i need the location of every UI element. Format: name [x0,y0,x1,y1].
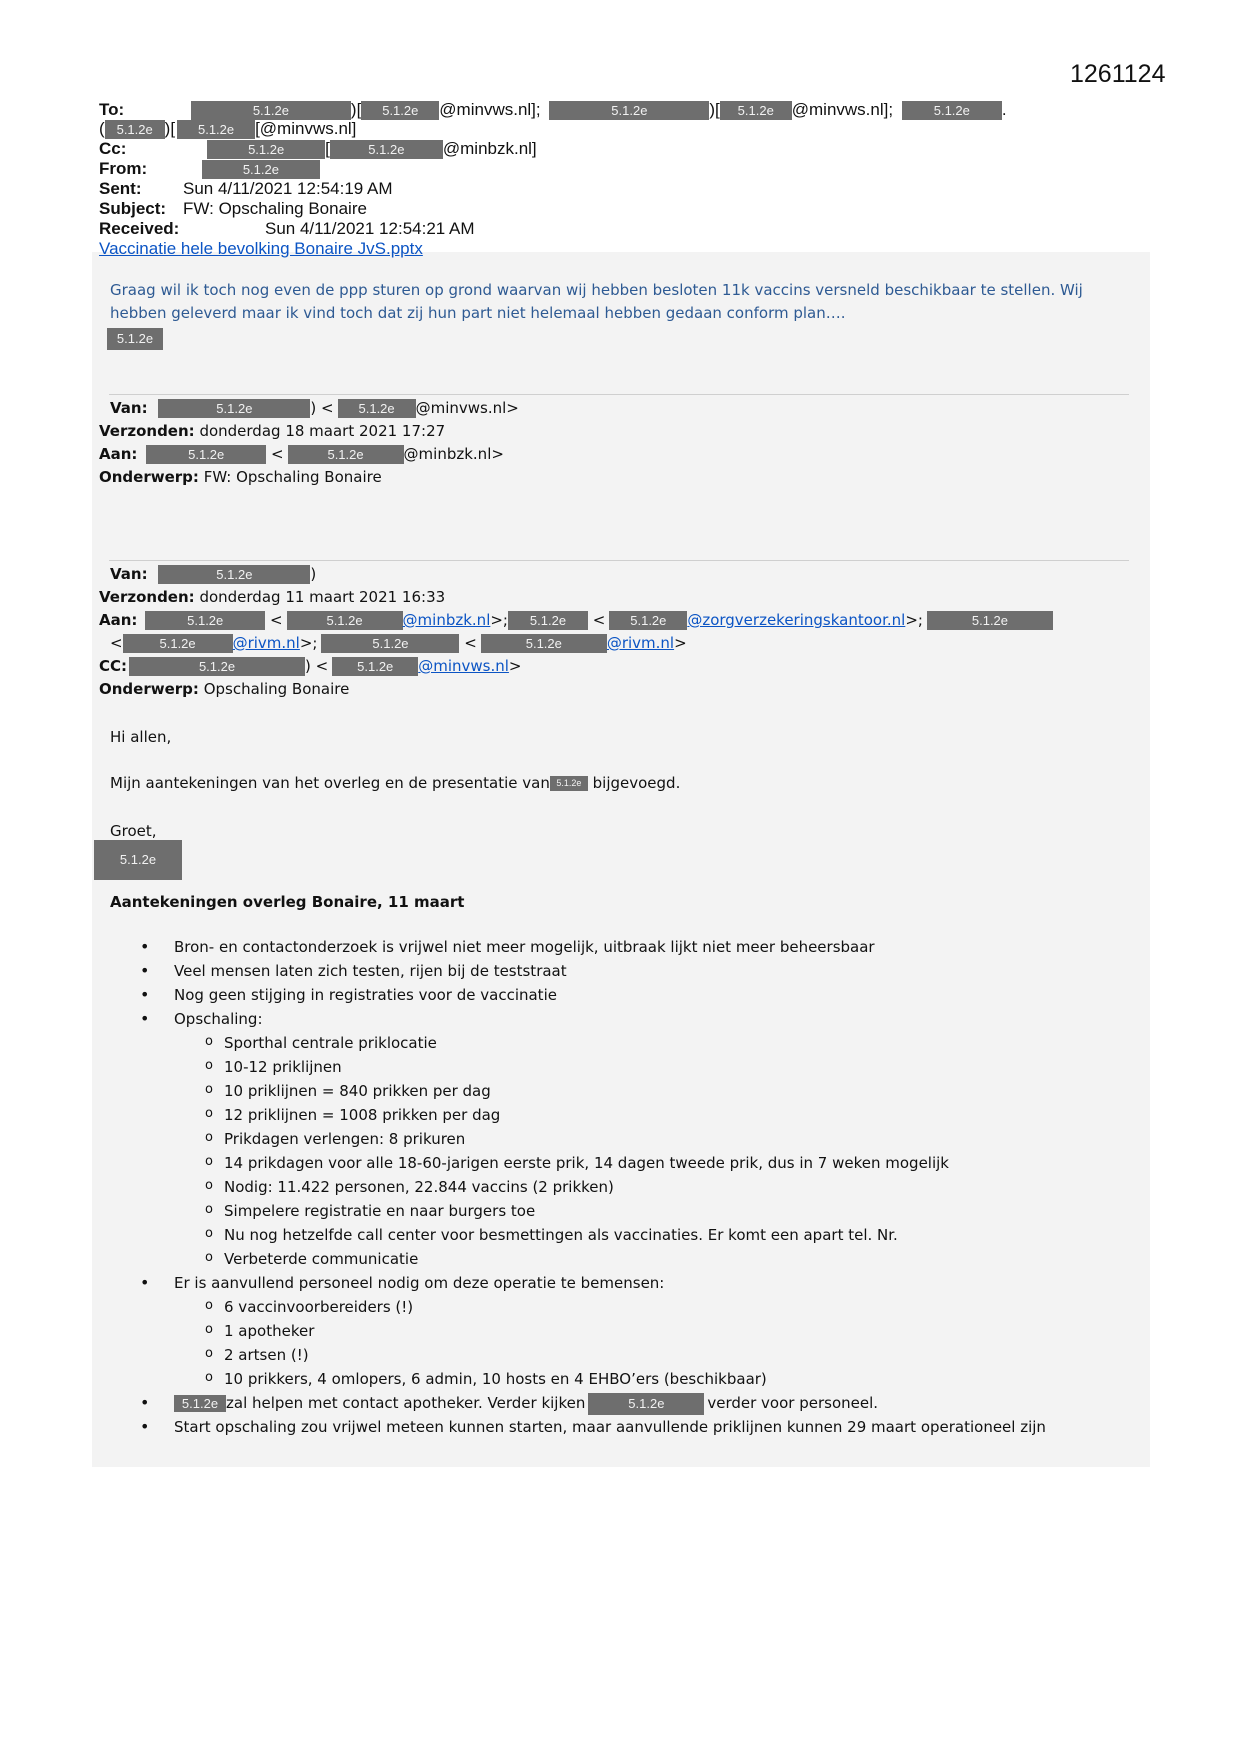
redaction: 5.1.2e [177,120,255,139]
van-domain: @minvws.nl> [415,399,519,417]
to-domain-end: @minvws.nl] [259,119,357,138]
redaction: 5.1.2e [902,101,1002,120]
redaction: 5.1.2e [550,776,588,791]
cc-label: Cc: [99,139,127,158]
sent-label: Sent: [99,179,142,198]
attachment-link[interactable]: Vaccinatie hele bevolking Bonaire JvS.pptx [99,239,423,258]
fw2-aan-line: Aan: 5.1.2e < 5.1.2e @minbzk.nl>; 5.1.2e < 5.1.2e @zorgverzekeringskantoor.nl>; 5.1.2e [99,610,1053,630]
fw1-van-line: Van: 5.1.2e ) < 5.1.2e @minvws.nl> [110,399,519,417]
fw2-onderwerp-line [99,679,349,699]
sub-list-item: o 6 vaccinvoorbereiders (!) [174,1295,1046,1319]
subject-label: Subject: [99,199,167,218]
email-link[interactable]: @rivm.nl [232,634,300,652]
redaction: 5.1.2e [287,611,403,630]
sub-list-item: o 14 prikdagen voor alle 18-60-jarigen eerste prik, 14 dagen tweede prik, dus in 7 weken mogelijk [174,1151,1046,1175]
received-label: Received: [99,219,180,238]
closing: Groet, [110,822,157,840]
list-item [116,959,1046,983]
redaction: 5.1.2e [207,140,325,159]
document-number: 1261124 [1070,60,1166,88]
sub-list-item: o 10-12 priklijnen [174,1055,1046,1079]
message-line-2: hebben geleverd maar ik vind toch dat zij hun part niet helemaal hebben gedaan conform plan…. [110,304,846,322]
intro-text-end: bijgevoegd. [592,774,681,792]
signature-redaction: 5.1.2e [107,328,163,350]
to-line: To: 5.1.2e )[ 5.1.2e @minvws.nl]; 5.1.2e )[ 5.1.2e @minvws.nl]; 5.1.2e . [99,100,1007,119]
redaction: 5.1.2e [927,611,1053,630]
cc-label: CC: [99,657,128,675]
email-link[interactable]: @zorgverzekeringskantoor.nl [687,611,906,629]
list-item-text: Nog geen stijging in registraties voor de vaccinatie [174,986,557,1004]
redaction: 5.1.2e [158,399,310,418]
list-item-text: Opschaling: [174,1010,263,1028]
from-label: From: [99,159,148,178]
list-item-text: zal helpen met contact apotheker. Verder kijken [226,1394,586,1412]
redaction: 5.1.2e [202,160,320,179]
sub-list-item: o Sporthal centrale priklocatie [174,1031,1046,1055]
subject-line [99,199,367,219]
list-item-text: Veel mensen laten zich testen, rijen bij de teststraat [174,962,567,980]
list-item-text-end: verder voor personeel. [707,1394,879,1412]
verzonden-label: Verzonden: [99,588,195,606]
redaction: 5.1.2e [361,101,439,120]
list-item-text: Start opschaling zou vrijwel meteen kunnen starten, maar aanvullende priklijnen kunnen 29 maart operationeel zijn [174,1418,1046,1436]
sub-list-item: o 10 prikkers, 4 omlopers, 6 admin, 10 hosts en 4 EHBO’ers (beschikbaar) [174,1367,1046,1391]
sub-list [174,1295,1046,1391]
to-domain: @minvws.nl]; [439,100,541,119]
to-domain-2: @minvws.nl]; [791,100,894,119]
fw1-onderwerp-line [99,467,382,487]
email-link[interactable]: @minvws.nl [418,657,509,675]
redaction: 5.1.2e [105,120,165,139]
onderwerp-label: Onderwerp: [99,468,199,486]
list-item-text: Er is aanvullend personeel nodig om deze operatie te bemensen: [174,1274,665,1292]
list-item-text: Bron- en contactonderzoek is vrijwel niet meer mogelijk, uitbraak lijkt niet meer beheersbaar [174,938,875,956]
list-item [116,935,1046,959]
fw1-verzonden-line [99,421,445,441]
fw2-verzonden-line [99,587,445,607]
redaction: 5.1.2e [288,445,404,464]
redaction: 5.1.2e [481,634,607,653]
sub-list-item: o 10 priklijnen = 840 prikken per dag [174,1079,1046,1103]
verzonden-value: donderdag 11 maart 2021 16:33 [199,588,446,606]
aan-label: Aan: [99,611,138,629]
aan-label: Aan: [99,445,138,463]
fw2-cc-line: CC: 5.1.2e ) < 5.1.2e @minvws.nl> [99,657,522,675]
fw2-aan-line-2: < 5.1.2e @rivm.nl>; 5.1.2e < 5.1.2e @rivm.nl> [110,634,687,652]
redaction: 5.1.2e [123,634,233,653]
redaction: 5.1.2e [609,611,687,630]
list-item [116,983,1046,1007]
fw2-van-line: Van: 5.1.2e ) [110,565,317,583]
sub-list-item: o Simpelere registratie en naar burgers toe [174,1199,1046,1223]
redaction: 5.1.2e [549,101,709,120]
separator [109,560,1129,561]
sent-line [99,179,393,199]
email-link[interactable]: @minbzk.nl [402,611,491,629]
subject-value: FW: Opschaling Bonaire [183,199,367,218]
redaction: 5.1.2e [588,1393,704,1415]
notes-list [116,935,1046,1439]
list-item [116,1007,1046,1271]
redaction: 5.1.2e [191,101,351,120]
sub-list-item: o Prikdagen verlengen: 8 prikuren [174,1127,1046,1151]
list-item [116,1271,1046,1391]
notes-title: Aantekeningen overleg Bonaire, 11 maart [110,893,465,911]
verzonden-label: Verzonden: [99,422,195,440]
redaction: 5.1.2e [508,611,588,630]
intro-text: Mijn aantekeningen van het overleg en de presentatie van [110,774,550,792]
to-line-2: ( 5.1.2e )[ 5.1.2e [@minvws.nl] [99,119,357,138]
received-value: Sun 4/11/2021 12:54:21 AM [265,219,475,238]
aan-domain: @minbzk.nl> [403,445,504,463]
redaction: 5.1.2e [330,140,443,159]
sub-list [174,1031,1046,1271]
sub-list-item: o 12 priklijnen = 1008 prikken per dag [174,1103,1046,1127]
from-line [99,159,320,179]
redaction: 5.1.2e [145,611,265,630]
received-line [99,219,475,239]
redaction: 5.1.2e [158,565,310,584]
onderwerp-label: Onderwerp: [99,680,199,698]
sub-list-item: o Verbeterde communicatie [174,1247,1046,1271]
sub-list-item: o Nu nog hetzelfde call center voor besmettingen als vaccinaties. Er komt een apart tel. Nr. [174,1223,1046,1247]
van-label: Van: [110,399,148,417]
cc-domain: @minbzk.nl] [442,139,537,158]
redaction: 5.1.2e [720,101,792,120]
message-line-1: Graag wil ik toch nog even de ppp sturen op grond waarvan wij hebben besloten 11k vaccins versneld beschikbaar te stellen. Wij [110,281,1083,299]
redaction: 5.1.2e [174,1395,226,1412]
sub-list-item: o Nodig: 11.422 personen, 22.844 vaccins (2 prikken) [174,1175,1046,1199]
redaction: 5.1.2e [129,657,305,676]
sub-list-item: o 2 artsen (!) [174,1343,1046,1367]
verzonden-value: donderdag 18 maart 2021 17:27 [199,422,446,440]
onderwerp-value: FW: Opschaling Bonaire [203,468,382,486]
list-item [116,1415,1046,1439]
list-item [116,1391,1046,1415]
to-label: To: [99,100,125,119]
intro-line [110,773,680,793]
onderwerp-value: Opschaling Bonaire [203,680,350,698]
redaction: 5.1.2e [146,445,266,464]
email-link[interactable]: @rivm.nl [606,634,675,652]
separator [109,394,1129,395]
sent-value: Sun 4/11/2021 12:54:19 AM [183,179,393,198]
sender-redaction: 5.1.2e [94,840,182,880]
redaction: 5.1.2e [332,657,418,676]
fw1-aan-line: Aan: 5.1.2e < 5.1.2e @minbzk.nl> [99,445,504,463]
cc-line: Cc: 5.1.2e [ 5.1.2e @minbzk.nl] [99,139,537,158]
greeting: Hi allen, [110,728,172,746]
redaction: 5.1.2e [321,634,459,653]
redaction: 5.1.2e [338,399,416,418]
sub-list-item: o 1 apotheker [174,1319,1046,1343]
van-label: Van: [110,565,148,583]
